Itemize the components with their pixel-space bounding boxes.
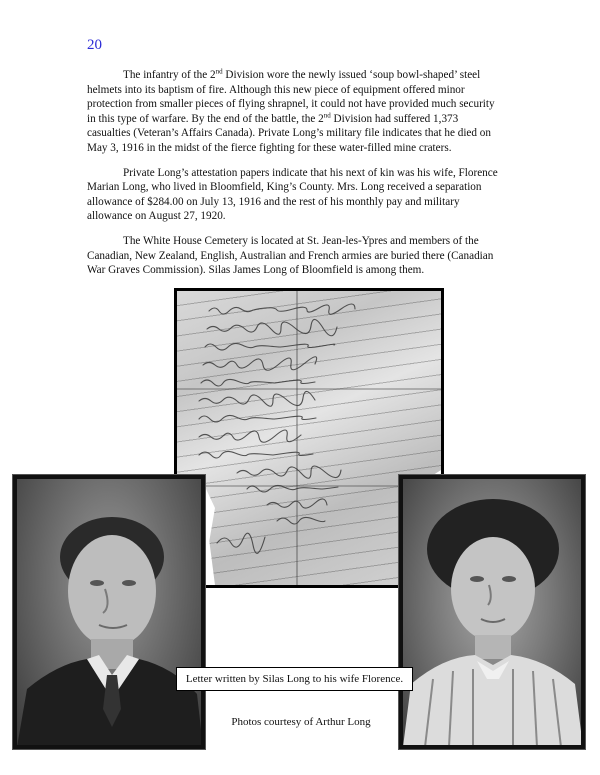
page-number: 20 (87, 37, 102, 53)
portrait-photo-florence (398, 474, 586, 750)
portrait-man-figure (17, 479, 201, 745)
portrait-image (403, 479, 581, 745)
ordinal-superscript: nd (215, 67, 223, 76)
paragraph-1-text-b: Division wore the newly issued ‘soup bowl-shaped’ steel helmets into its baptism of fire. Although this new piece of equipment offered minor protection from smaller pieces of flying shrapnel, it could not have provided much security in this type of warfare. By the end of the battle, the 2 (87, 69, 495, 125)
paragraph-1 (87, 68, 499, 156)
body-text (87, 68, 499, 288)
paragraph-3: The White House Cemetery is located at St. Jean-les-Ypres and members of the Canadian, New Zealand, English, Australian and French armies are buried there (Canadian War Graves Commission). Silas James Long of Bloomfield is among them. (87, 234, 494, 277)
paragraph-2: Private Long’s attestation papers indicate that his next of kin was his wife, Florence Marian Long, who lived in Bloomfield, King’s County. Mrs. Long received a separation allowance of $284.00 on July 13, 1916 and the rest of his monthly pay and military allowance on August 27, 1920. (87, 166, 498, 223)
photo-credit: Photos courtesy of Arthur Long (231, 716, 371, 728)
paragraph-1-text-c: Division had suffered 1,373 casualties (Veteran’s Affairs Canada). Private Long’s military file indicates that he died on May 3, 1916 in the midst of the fierce fighting for these water-filled mine craters. (87, 112, 491, 154)
letter-caption: Letter written by Silas Long to his wife Florence. (176, 667, 413, 691)
portrait-woman-figure (403, 479, 581, 745)
ordinal-superscript: nd (323, 111, 331, 120)
portrait-photo-silas (12, 474, 206, 750)
portrait-image (17, 479, 201, 745)
paragraph-1-text-a: The infantry of the 2 (123, 69, 216, 81)
